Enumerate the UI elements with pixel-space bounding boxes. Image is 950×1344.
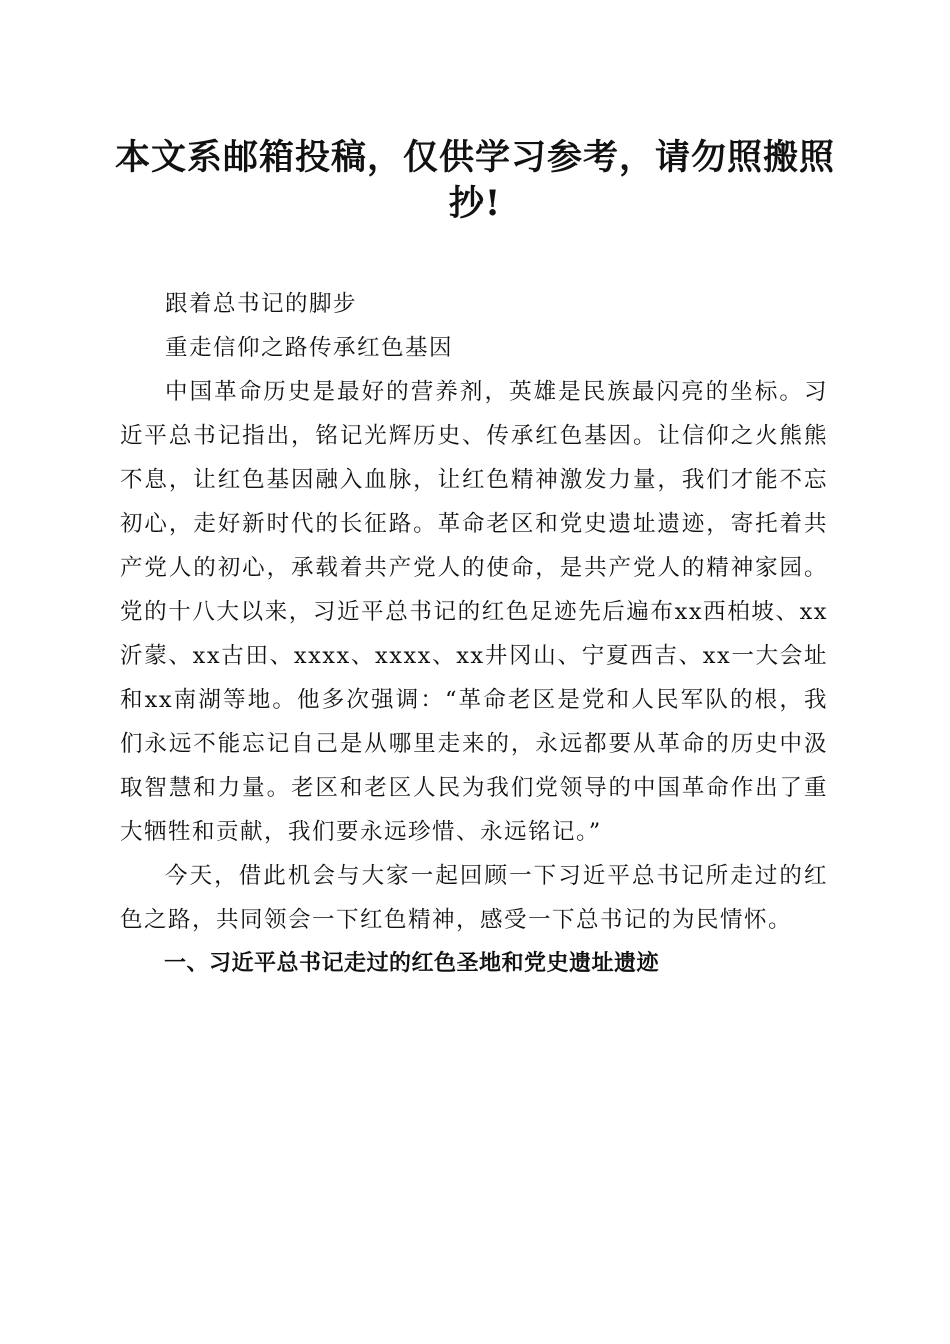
paragraph-2: 今天，借此机会与大家一起回顾一下习近平总书记所走过的红色之路，共同领会一下红色精神，感受一下总书记的为民情怀。: [120, 863, 828, 933]
subtitle-line-1: 跟着总书记的脚步: [165, 291, 358, 317]
document-body: [120, 282, 828, 986]
paragraph-1: 中国革命历史是最好的营养剂，英雄是民族最闪亮的坐标。习近平总书记指出，铭记光辉历史、传承红色基因。让信仰之火熊熊不息，让红色基因融入血脉，让红色精神激发力量，我们才能不忘初心，走好新时代的长征路。革命老区和党史遗址遗迹，寄托着共产党人的初心，承载着共产党人的使命，是共产党人的精神家园。党的十八大以来，习近平总书记的红色足迹先后遍布xx西柏坡、xx沂蒙、xx古田、xxxx、xxxx、xx井冈山、宁夏西吉、xx一大会址和xx南湖等地。他多次强调：“革命老区是党和人民军队的根，我们永远不能忘记自己是从哪里走来的，永远都要从革命的历史中汲取智慧和力量。老区和老区人民为我们党领导的中国革命作出了重大牺牲和贡献，我们要永远珍惜、永远铭记。”: [120, 379, 828, 845]
subtitle-line-2: 重走信仰之路传承红色基因: [165, 335, 454, 361]
document-title: 本文系邮箱投稿，仅供学习参考，请勿照搬照抄!: [114, 137, 835, 224]
section-heading: 一、习近平总书记走过的红色圣地和党史遗址遗迹: [164, 951, 660, 976]
